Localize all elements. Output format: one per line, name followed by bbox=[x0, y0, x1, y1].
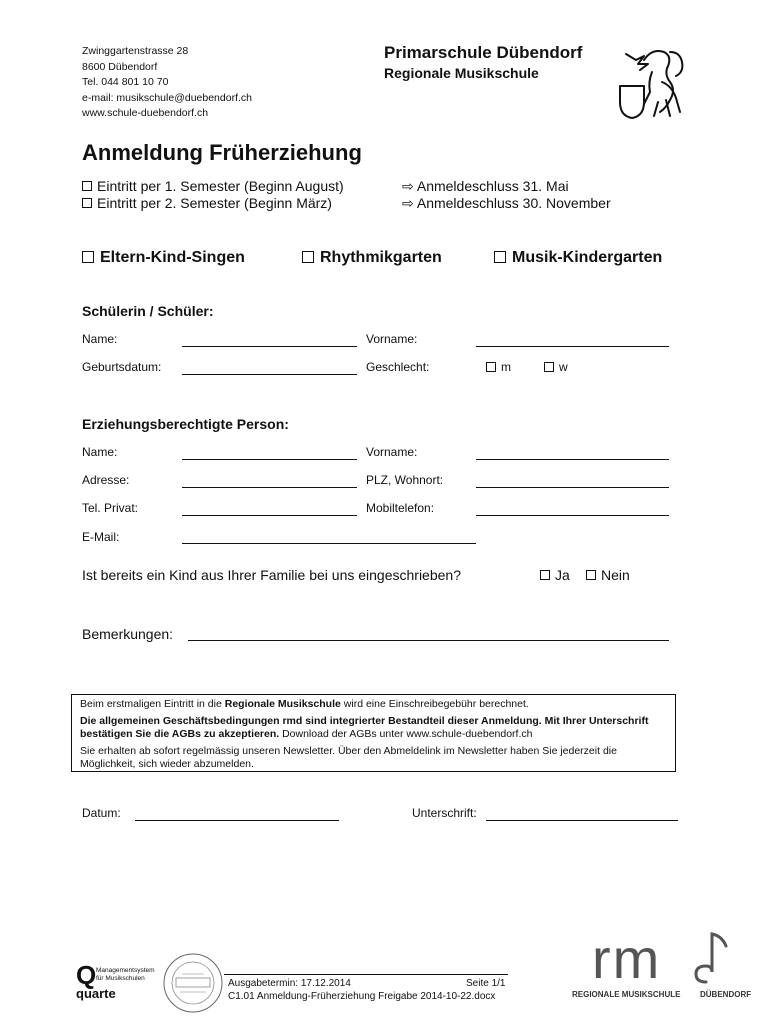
remarks-field[interactable] bbox=[188, 640, 669, 641]
address-city: 8600 Dübendorf bbox=[82, 60, 158, 73]
student-name-field[interactable] bbox=[182, 346, 357, 347]
signature-field[interactable] bbox=[486, 820, 678, 821]
quarte-line-2: für Musikschulen bbox=[96, 975, 145, 982]
terms-info-box bbox=[71, 694, 676, 772]
student-vorname-label: Vorname: bbox=[366, 332, 418, 346]
guardian-phone-field[interactable] bbox=[182, 515, 357, 516]
guardian-email-field[interactable] bbox=[182, 543, 476, 544]
gender-m-label: m bbox=[501, 360, 511, 374]
quarte-q-icon: Q bbox=[76, 960, 97, 990]
guardian-address-field[interactable] bbox=[182, 487, 357, 488]
info-agb-text: Die allgemeinen Geschäftsbedingungen rmd sind integrierter Bestandteil dieser Anmeldung. Mit Ihrer Unterschrift bestätigen Sie die AGBs zu akzeptieren. Download der AGBs unter www.schule-duebendorf.ch bbox=[80, 714, 649, 740]
student-birthdate-field[interactable] bbox=[182, 374, 357, 375]
program-musik-kindergarten[interactable] bbox=[494, 249, 662, 267]
program-label: Eltern-Kind-Singen bbox=[100, 249, 245, 266]
quarte-brand: quarte bbox=[76, 986, 116, 1001]
footer-divider bbox=[224, 974, 508, 975]
program-label: Musik-Kindergarten bbox=[512, 249, 663, 266]
gender-m-option[interactable] bbox=[486, 360, 511, 374]
address-website: www.schule-duebendorf.ch bbox=[82, 107, 209, 119]
gender-w-option[interactable] bbox=[544, 360, 568, 374]
rmd-logo-text: rm bbox=[592, 927, 662, 990]
school-name: Primarschule Dübendorf bbox=[384, 43, 583, 62]
guardian-vorname-label: Vorname: bbox=[366, 445, 418, 459]
guardian-mobile-label: Mobiltelefon: bbox=[366, 501, 435, 515]
family-question: Ist bereits ein Kind aus Ihrer Familie bei uns eingeschrieben? bbox=[82, 567, 461, 583]
student-name-label: Name: bbox=[82, 332, 118, 346]
footer-page-number: Seite 1/1 bbox=[466, 978, 506, 989]
deadline-2: Anmeldeschluss 30. November bbox=[416, 195, 611, 211]
lion-crest-icon bbox=[612, 42, 690, 122]
family-nein-checkbox[interactable] bbox=[586, 570, 596, 580]
quarte-logo bbox=[76, 962, 166, 1002]
rmd-logo-right: DÜBENDORF bbox=[700, 990, 752, 999]
semester-2-label: Eintritt per 2. Semester (Beginn März) bbox=[97, 195, 332, 211]
signature-label: Unterschrift: bbox=[412, 806, 477, 820]
semester-deadlines bbox=[402, 178, 611, 212]
guardian-vorname-field[interactable] bbox=[476, 459, 669, 460]
guardian-email-label: E-Mail: bbox=[82, 530, 120, 544]
semester-1-checkbox[interactable] bbox=[82, 181, 92, 191]
school-heading bbox=[384, 42, 582, 82]
guardian-name-field[interactable] bbox=[182, 459, 357, 460]
program-label: Rhythmikgarten bbox=[320, 249, 442, 266]
arrow-right-icon: ⇨ bbox=[402, 178, 414, 194]
deadline-1: Anmeldeschluss 31. Mai bbox=[416, 178, 569, 194]
guardian-plz-field[interactable] bbox=[476, 487, 669, 488]
date-label: Datum: bbox=[82, 806, 121, 820]
quarte-line-1: Managementsystem bbox=[96, 967, 155, 974]
arrow-right-icon: ⇨ bbox=[402, 195, 414, 211]
school-subtitle: Regionale Musikschule bbox=[384, 65, 539, 81]
gender-w-checkbox[interactable] bbox=[544, 362, 554, 372]
page-title: Anmeldung Früherziehung bbox=[82, 140, 362, 165]
school-address bbox=[82, 44, 252, 122]
guardian-address-label: Adresse: bbox=[82, 473, 130, 487]
guardian-heading: Erziehungsberechtigte Person: bbox=[82, 416, 289, 432]
guardian-plz-label: PLZ, Wohnort: bbox=[366, 473, 444, 487]
address-street: Zwinggartenstrasse 28 bbox=[82, 45, 189, 57]
guardian-phone-label: Tel. Privat: bbox=[82, 501, 139, 515]
family-ja-option[interactable] bbox=[540, 567, 570, 583]
footer-document-name: C1.01 Anmeldung-Früherziehung Freigabe 2014-10-22.docx bbox=[228, 991, 496, 1002]
family-ja-label: Ja bbox=[555, 567, 570, 583]
semester-1-label: Eintritt per 1. Semester (Beginn August) bbox=[97, 178, 344, 194]
music-note-icon bbox=[692, 930, 732, 988]
remarks-label: Bemerkungen: bbox=[82, 626, 174, 642]
address-phone: Tel. 044 801 10 70 bbox=[82, 76, 169, 88]
family-nein-option[interactable] bbox=[586, 567, 630, 583]
semester-2-checkbox[interactable] bbox=[82, 198, 92, 208]
family-nein-label: Nein bbox=[601, 567, 630, 583]
certification-seal-icon bbox=[162, 952, 224, 1014]
student-heading: Schülerin / Schüler: bbox=[82, 303, 214, 319]
semester-2-option[interactable] bbox=[82, 195, 344, 212]
student-vorname-field[interactable] bbox=[476, 346, 669, 347]
info-newsletter-text: Sie erhalten ab sofort regelmässig unseren Newsletter. Über den Abmeldelink im Newsletter haben Sie jederzeit die Möglichkeit, sich wieder abzumelden. bbox=[80, 744, 617, 770]
student-gender-label: Geschlecht: bbox=[366, 360, 430, 374]
footer-issue-date: Ausgabetermin: 17.12.2014 bbox=[228, 978, 351, 989]
program-rhythmikgarten[interactable] bbox=[302, 249, 442, 267]
student-birthdate-label: Geburtsdatum: bbox=[82, 360, 162, 374]
date-field[interactable] bbox=[135, 820, 339, 821]
program-checkbox[interactable] bbox=[494, 251, 506, 263]
family-ja-checkbox[interactable] bbox=[540, 570, 550, 580]
gender-w-label: w bbox=[559, 360, 568, 374]
program-checkbox[interactable] bbox=[82, 251, 94, 263]
semester-options bbox=[82, 178, 344, 212]
program-checkbox[interactable] bbox=[302, 251, 314, 263]
gender-m-checkbox[interactable] bbox=[486, 362, 496, 372]
program-eltern-kind-singen[interactable] bbox=[82, 249, 245, 267]
semester-1-option[interactable] bbox=[82, 178, 344, 195]
info-fee-text: Beim erstmaligen Eintritt in die Regionale Musikschule wird eine Einschreibegebühr berechnet. bbox=[80, 698, 529, 710]
guardian-name-label: Name: bbox=[82, 445, 118, 459]
address-email: e-mail: musikschule@duebendorf.ch bbox=[82, 91, 252, 104]
rmd-logo-left: REGIONALE MUSIKSCHULE bbox=[572, 990, 681, 999]
rmd-logo bbox=[572, 927, 752, 1002]
guardian-mobile-field[interactable] bbox=[476, 515, 669, 516]
